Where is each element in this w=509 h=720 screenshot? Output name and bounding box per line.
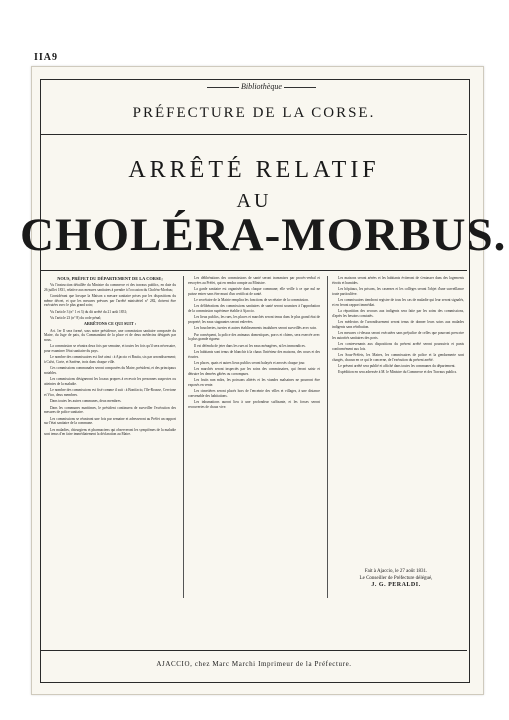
prefecture-heading: PRÉFECTURE DE LA CORSE. [132, 105, 376, 121]
library-stamp [205, 82, 318, 91]
signature-title: Le Conseiller de Préfecture délégué, [359, 576, 433, 581]
col3-paragraph: La répartition des secours aux indigents sera faite par les soins des commissions, d'après les besoins constatés. [332, 309, 464, 318]
col3-paragraph: Les hôpitaux, les prisons, les casernes et les collèges seront l'objet d'une surveillance toute particulière. [332, 287, 464, 296]
col2-paragraph: Les places, quais et autres lieux publics seront balayés et arrosés chaque jour. [194, 360, 306, 365]
col1-article: Dans toutes les autres communes, deux membres. [50, 399, 122, 404]
col1-article: Dans les communes maritimes, le président continuera de surveiller l'exécution des mesures de police sanitaire. [44, 405, 176, 415]
col1-article: Ces commissions communales seront composées du Maire, président, et des principaux notables. [44, 366, 176, 375]
header-rule [41, 134, 467, 135]
title-au: AU [236, 190, 272, 212]
col1-article: Le nombre des commissaires est fixé ainsi : à Ajaccio et Bastia, six par arrondissement; à Calvi, Corte, et Sartène, trois dans chaque ville. [44, 355, 176, 364]
col2-paragraph: Les habitants sont tenus de blanchir à la chaux l'intérieur des maisons, des cours et des écuries. [188, 349, 320, 359]
col2-paragraph: Les fruits non mûrs, les poissons altérés et les viandes malsaines ne pourront être exposés en vente. [188, 378, 320, 387]
col3-paragraph: Le présent arrêté sera publié et affiché dans toutes les communes du département. [338, 364, 456, 368]
col2-paragraph: Par conséquent, la police des animaux domestiques, porcs et chiens, sera exercée avec la plus grande rigueur. [188, 332, 320, 342]
archive-reference: IIA9 [34, 52, 59, 63]
arretons-heading: ARRÊTONS CE QUI SUIT : [83, 321, 137, 327]
title-arrete: ARRÊTÉ RELATIF [128, 157, 380, 183]
col2-paragraph: Les lieux publics, les rues, les places et marchés seront tenus dans le plus grand état de propreté; les eaux stagnantes seront enlevées. [188, 315, 320, 324]
column-divider-1 [183, 276, 184, 598]
column-1 [44, 276, 176, 598]
column-2 [188, 276, 320, 598]
title-cholera-morbus: CHOLÉRA-MORBUS. [20, 209, 507, 261]
printer-imprint: AJACCIO, chez Marc Marchi Imprimeur de la Préfecture. [156, 660, 352, 668]
col1-paragraph: Vu l'instruction détaillée du Ministre du commerce et des travaux publics, en date du 26 juillet 1831, relative aux mesures sanitaires à prendre à l'occasion du Choléra-Morbus; [44, 283, 176, 292]
col2-paragraph: Les délibérations des commissions sanitaires de santé seront soumises à l'approbation de la commission supérieure établie à Ajaccio. [188, 304, 320, 313]
col3-paragraph: Les contrevenants aux dispositions du présent arrêté seront poursuivis et punis conformément aux lois. [332, 342, 464, 351]
col3-paragraph: Les Sous-Préfets, les Maires, les commissaires de police et la gendarmerie sont chargés, chacun en ce qui le concerne, de l'exécution du présent arrêté. [332, 353, 464, 362]
col3-paragraph: Les maisons seront aérées et les habitants éviteront de s'entasser dans des logements étroits et humides. [332, 276, 464, 285]
col3-paragraph: Les commissaires tiendront registre de tous les cas de maladie qui leur seront signalés, et en feront rapport immédiat. [332, 298, 464, 307]
body-top-rule [41, 270, 467, 271]
col1-paragraph: Vu l'article 3 (n° 1 et 3) du dit arrêté du 21 août 1831; [50, 309, 128, 314]
col2-paragraph: Il est défendu de jeter dans les rues ni les eaux ménagères, ni les immondices. [194, 343, 306, 348]
footer-rule [41, 650, 467, 651]
body-columns [44, 276, 464, 598]
col1-heading: NOUS, PRÉFET DU DÉPARTEMENT DE LA CORSE; [57, 276, 163, 281]
col1-article: Le nombre des commissions est fixé comme il suit : à Bonifacio, l'île-Rousse, Cervione et Vico, deux membres. [44, 388, 176, 397]
signature-place: Fait à Ajaccio, le 27 août 1831. [364, 569, 428, 574]
col2-paragraph: Les délibérations des commissions de santé seront transmises par procès-verbal et envoyées au Préfet, qui en rendra compte au Ministre. [188, 276, 320, 285]
stamp-line-left [207, 87, 239, 88]
column-3 [332, 276, 464, 598]
col2-paragraph: La garde sanitaire est organisée dans chaque commune; elle veille à ce que nul ne puisse entrer sans être muni d'un certificat de santé. [188, 287, 320, 296]
signature-block [332, 568, 460, 589]
col1-paragraph: Vu l'article 23 (n° 8) du code pénal; [50, 316, 102, 320]
col1-article: Les commissions désigneront les locaux propres à recevoir les personnes suspectes ou atteintes de la maladie. [44, 377, 176, 386]
col2-paragraph: Le secrétaire de la Mairie remplira les fonctions de secrétaire de la commission. [194, 298, 309, 302]
col1-article: Les commissions se réuniront une fois par semaine et adresseront au Préfet un rapport sur l'état sanitaire de la commune. [44, 416, 176, 426]
col3-paragraph: Les mesures ci-dessus seront exécutées sans préjudice de celles que pourront prescrire les autorités sanitaires des ports. [332, 331, 464, 340]
col1-article: La commission se réunira deux fois par semaine, et toutes les fois qu'il sera nécessaire, pour examiner l'état sanitaire du pays. [44, 344, 176, 353]
col1-article: Les maladies, chirurgiens et pharmaciens qui observeront les symptômes de la maladie sont tenus d'en faire immédiatement la déclaration au Maire. [44, 427, 176, 437]
stamp-text: Bibliothèque [241, 82, 282, 91]
col2-paragraph: Les marchés seront inspectés par les soins des commissaires, qui feront saisir et détruire les denrées gâtées ou corrompues. [188, 367, 320, 376]
stamp-line-right [284, 87, 316, 88]
col2-paragraph: Les cimetières seront placés hors de l'enceinte des villes et villages, à une distance convenable des habitations. [188, 389, 320, 398]
column-divider-2 [327, 276, 328, 598]
col2-paragraph: Les inhumations auront lieu à une profondeur suffisante, et les fosses seront recouvertes de chaux vive. [188, 400, 320, 409]
col1-article: Art. 1er Il sera formé, sous notre présidence, une commission sanitaire composée du Maire, du Juge de paix, du Commandant de la place et de deux médecins désignés par nous. [44, 328, 176, 342]
col2-paragraph: Les boucheries, tueries et autres établissements insalubres seront surveillés avec soin. [194, 326, 317, 331]
col3-paragraph: Les médecins de l'arrondissement seront tenus de donner leurs soins aux malades indigents sans rétribution. [332, 320, 464, 329]
col1-paragraph: Considérant que lorsque la Maison a mesure sanitaire prises par les dispositions du même décret, et que les mesures prévues par l'arrêté ministériel n° 282, doivent être exécutées avec le plus grand soin; [44, 294, 176, 308]
signature-name: J. G. PERALDI. [371, 582, 421, 588]
col3-paragraph: Expédition en sera adressée à M. le Ministre du Commerce et des Travaux publics. [338, 370, 458, 375]
